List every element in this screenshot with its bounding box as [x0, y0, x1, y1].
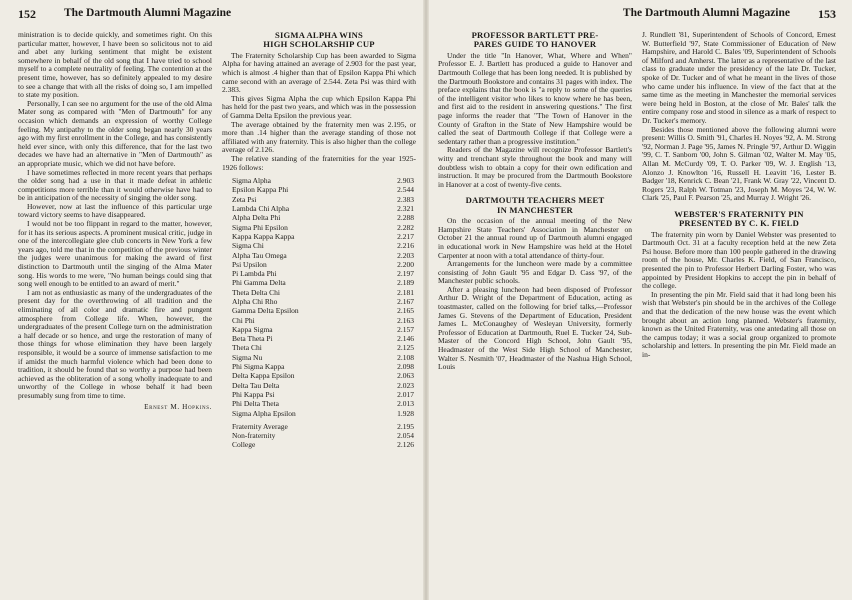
ranking-row — [232, 362, 416, 371]
fraternity-name: Delta Kappa Epsilon — [232, 371, 295, 381]
fraternity-name: Phi Kappa Psi — [232, 389, 275, 399]
heading-line: DARTMOUTH TEACHERS MEET — [465, 195, 605, 206]
average-value: 2.063 — [397, 371, 414, 381]
heading-line: HIGH SCHOLARSHIP CUP — [263, 39, 375, 50]
average-value: 2.321 — [397, 204, 414, 214]
average-value: 2.126 — [397, 440, 414, 450]
heading-line: PARES GUIDE TO HANOVER — [473, 39, 597, 50]
average-value: 2.544 — [397, 185, 414, 195]
ranking-row — [232, 334, 416, 343]
ranking-row — [232, 195, 416, 204]
fraternity-name: Fraternity Average — [232, 421, 288, 431]
ranking-row — [232, 440, 416, 449]
article-heading — [222, 31, 416, 50]
fraternity-name: Beta Theta Pi — [232, 334, 273, 344]
average-value: 2.013 — [397, 399, 414, 409]
average-value: 2.383 — [397, 194, 414, 204]
ranking-row — [232, 241, 416, 250]
fraternity-name: Gamma Delta Epsilon — [232, 306, 299, 316]
fraternity-name: Psi Upsilon — [232, 259, 267, 269]
right-running-head — [438, 7, 836, 31]
article-heading — [438, 31, 632, 50]
paragraph: I am not as enthusiastic as many of the undergraduates of the present day for the overthrowing of all tradition and the eliminating of all color and dramatic fire and pungent atmosphere from College life. When, however, the undergraduates of the present College turn on the administration a half decade or so hence, and urge the restoration of many of those things for whose elimination they have been largely responsible, it would be a source of immense satisfaction to me if amidst the much harmful violence which had been done to tradition, it should be found that so worthy a purpose had been achieved as the obliteration of a song wholly inadequate to and unworthy of the College in whose behalf it had been presumably sung from time to time. — [18, 287, 212, 400]
ranking-row — [232, 325, 416, 334]
average-value: 2.217 — [397, 231, 414, 241]
ranking-row — [232, 204, 416, 213]
heading-line: PRESENTED BY C. K. FIELD — [678, 218, 800, 229]
average-value: 2.108 — [397, 352, 414, 362]
paragraph: This gives Sigma Alpha the cup which Epsilon Kappa Phi has held for the past two years, and which was in the possession of Gamma Delta Epsilon the previous year. — [222, 93, 416, 120]
fraternity-name: Sigma Alpha Epsilon — [232, 408, 296, 418]
paragraph: Readers of the Magazine will recognize Professor Bartlett's witty and trenchant style throughout the book and many will doubtless wish to obtain a copy for their own edification and instruction. It may be procured from the Dartmouth Bookstore in Hanover at a cost of twenty-five cents. — [438, 145, 632, 189]
ranking-row — [232, 390, 416, 399]
fraternity-name: Sigma Alpha — [232, 176, 271, 186]
average-value: 2.216 — [397, 241, 414, 251]
fraternity-name: Lambda Chi Alpha — [232, 204, 290, 214]
fraternity-name: Kappa Kappa Kappa — [232, 231, 295, 241]
fraternity-name: Phi Sigma Kappa — [232, 362, 285, 372]
right-column-2 — [642, 31, 836, 591]
paragraph: J. Rundlett '81, Superintendent of Schools of Concord, Ernest W. Butterfield '97, State Commissioner of Education of New Hampshire, and Harold C. Bales '09, Superintendent of Schools of Milford and Amherst. The latter as a representative of the last class to graduate under the presidency of the late Dr. Tucker, spoke of Dr. Tucker and of what he meant in the lives of those who came under his influence. In view of the fact that at the same time as the meeting in Manchester the memorial services were being held in Boston, at the close of Mr. Bales' talk the entire company rose and stood in silence as a mark of respect to Dr. Tucker's memory. — [642, 31, 836, 125]
average-value: 2.146 — [397, 334, 414, 344]
article-heading — [642, 210, 836, 229]
right-running-title: The Dartmouth Alumni Magazine — [622, 7, 790, 19]
ranking-row — [232, 269, 416, 278]
ranking-row — [232, 399, 416, 408]
fraternity-name: Epsilon Kappa Phi — [232, 185, 289, 195]
average-value: 1.928 — [397, 408, 414, 418]
fraternity-name: Sigma Phi Epsilon — [232, 222, 288, 232]
fraternity-name: Alpha Delta Phi — [232, 213, 281, 223]
paragraph: Besides those mentioned above the following alumni were present: Willis O. Smith '91, Charles H. Noyes '92, A. M. Strong '92, Norman J. Page '95, James N. Pringle '97, Arthur D. Wiggin '99, C. T. Sanborn '00, John S. Gilman '02, Walter M. May '05, Allan M. McCurdy '09, T. O. Parker '09, W. J. English '13, Alonzo J. Knowlton '16, Russell H. Leavitt '16, Lester B. Badger '18, Kenrick C. Bean '21, Frank W. Gray '22, Vincent D. Rogers '23, Ralph W. Totman '23, Joseph M. Moyes '24, W. W. Clark '25, Paul F. Pearson '25, and Murray J. Wright '26. — [642, 124, 836, 203]
average-value: 2.288 — [397, 213, 414, 223]
paragraph: I would not be too flippant in regard to the matter, however, for it has its serious aspects. A prominent musical critic, judge in one of the intercollegiate glee club concerts in New York a few years ago, told me that in the competition of the previous winter the judges were unanimous for making the award of first distinction to Dartmouth until the singing of the Alma Mater song. His words to me were, "No human beings could sing that song well enough to be entitled to an award of merit." — [18, 219, 212, 289]
paragraph: ministration is to decide quickly, and sometimes right. On this particular matter, however, I have been so solicitous not to aid and abet any lurking sentiment that might be existent somewhere in behalf of the old song that I have tried to school myself to a complete neutrality of feeling. The contention at the present time, however, has so definitely appealed to my desire to see a change that with all the risks of doing so, I am impelled to state my position. — [18, 31, 212, 100]
left-page-number: 152 — [18, 7, 36, 21]
paragraph: Personally, I can see no argument for the use of the old Alma Mater song as compared with "Men of Dartmouth" for any occasion which demands an expression of worthy College feeling. My antipathy to the older song began nearly 30 years ago with my first enrollment in the College, and has consistently held ever since, with only this difference, that for the last two decades we have had an alternative in "Men of Dartmouth" as an appropriate music, which we did not have before. — [18, 98, 212, 168]
right-column-1 — [438, 31, 632, 591]
fraternity-name: Phi Delta Theta — [232, 399, 279, 409]
paragraph: On the occasion of the annual meeting of the New Hampshire State Teachers' Association in Manchester on October 21 the annual round up of Dartmouth alumni engaged in educational work in New Hampshire was held at the Hotel Carpenter at noon with a total attendance of thirty-four. — [438, 216, 632, 260]
heading-line: SIGMA ALPHA WINS — [274, 31, 364, 40]
heading-line: IN MANCHESTER — [497, 204, 573, 215]
fraternity-name: Zeta Psi — [232, 194, 257, 204]
fraternity-name: Non-fraternity — [232, 431, 276, 441]
average-value: 2.167 — [397, 296, 414, 306]
author-signature: Ernest M. Hopkins. — [144, 402, 212, 411]
left-column-2 — [222, 31, 416, 591]
average-value: 2.903 — [397, 176, 414, 186]
ranking-row — [232, 297, 416, 306]
paragraph: After a pleasing luncheon had been disposed of Professor Arthur D. Wright of the Department of Education, acting as toastmaster, called on the following for brief talks,—Professor James G. Stevens of the Department of Education, President James L. McConaughey of Wesleyan University, formerly Professor of Education at Dartmouth, Ruel E. Tucker '24, Sub-Master of the Concord High School, John Gault '95, Headmaster of the West Side High School of Manchester, Walter S. Nesmith '07, Headmaster of the Nashua High School, Louis — [438, 284, 632, 372]
average-value: 2.157 — [397, 324, 414, 334]
average-value: 2.054 — [397, 431, 414, 441]
average-value: 2.189 — [397, 278, 414, 288]
paragraph: The Fraternity Scholarship Cup has been awarded to Sigma Alpha for having attained an average of 2.903 for the past year, which is almost .4 higher than that of Epsilon Kappa Phi which came second with an average of 2.544. Zeta Psi was third with 2.383. — [222, 50, 416, 95]
average-value: 2.165 — [397, 306, 414, 316]
fraternity-name: Alpha Tau Omega — [232, 250, 287, 260]
paragraph: However, now at last the influence of this particular urge toward victory seems to have disappeared. — [18, 201, 212, 220]
ranking-row — [232, 371, 416, 380]
paragraph: Arrangements for the luncheon were made by a committee consisting of John Gault '95 and Edgar D. Cass '97, of the Manchester public schools. — [438, 259, 632, 286]
left-column-1 — [18, 31, 212, 591]
ranking-row — [232, 251, 416, 260]
ranking-row — [232, 409, 416, 418]
heading-line: WEBSTER'S FRATERNITY PIN — [674, 208, 804, 219]
fraternity-name: Sigma Nu — [232, 352, 263, 362]
ranking-row — [232, 431, 416, 440]
heading-line: PROFESSOR BARTLETT PRE- — [471, 31, 599, 40]
average-value: 2.195 — [397, 421, 414, 431]
fraternity-ranking-list — [232, 176, 416, 450]
paragraph: The average obtained by the fraternity men was 2.195, or more than .14 higher than the average standing of those not affiliated with any fraternity. This is also higher than the college average of 2.126. — [222, 119, 416, 155]
article-heading — [438, 196, 632, 215]
fraternity-name: Pi Lambda Phi — [232, 269, 277, 279]
ranking-row — [232, 422, 416, 431]
left-running-head — [18, 7, 416, 31]
ranking-row — [232, 353, 416, 362]
average-value: 2.203 — [397, 250, 414, 260]
ranking-row — [232, 278, 416, 287]
fraternity-name: Phi Gamma Delta — [232, 278, 286, 288]
paragraph: I have sometimes reflected in more recent years that perhaps the older song had a use in that it made defeat in athletic competitions more terrible than it would otherwise have had to be in anticipation of the necessity of singing the older song. — [18, 167, 212, 203]
fraternity-name: Sigma Chi — [232, 241, 264, 251]
fraternity-name: College — [232, 440, 256, 450]
average-value: 2.200 — [397, 259, 414, 269]
fraternity-name: Theta Chi — [232, 343, 262, 353]
ranking-row — [232, 381, 416, 390]
ranking-row — [232, 213, 416, 222]
average-value: 2.197 — [397, 269, 414, 279]
ranking-row — [232, 232, 416, 241]
left-running-title: The Dartmouth Alumni Magazine — [64, 7, 232, 19]
fraternity-name: Alpha Chi Rho — [232, 296, 278, 306]
average-value: 2.023 — [397, 380, 414, 390]
ranking-row — [232, 316, 416, 325]
fraternity-name: Chi Phi — [232, 315, 255, 325]
ranking-row — [232, 306, 416, 315]
right-page-number: 153 — [818, 7, 836, 21]
ranking-row — [232, 260, 416, 269]
average-value: 2.163 — [397, 315, 414, 325]
paragraph: In presenting the pin Mr. Field said that it had long been his wish that Webster's pin should be in the archives of the College and that the dedication of the new house was the event which brought about an action long planned. Webster's fraternity, known as the United Fraternity, was one antedating all those on the campus today; it was a social group organized to promote scholarship and letters. In presenting the pin Mr. Field made an in- — [642, 289, 836, 359]
average-value: 2.181 — [397, 287, 414, 297]
paragraph: The fraternity pin worn by Daniel Webster was presented to Dartmouth Oct. 31 at a faculty reception held at the new Zeta Psi house. Before more than 100 people gathered in the drawing room of the house, Mr. Charles K. Field, of San Francisco, presented the pin to Professor Herbert Darling Foster, who was appointed by President Hopkins to accept the pin in behalf of the college. — [642, 229, 836, 291]
ranking-row — [232, 223, 416, 232]
ranking-row — [232, 343, 416, 352]
average-value: 2.282 — [397, 222, 414, 232]
paragraph: Under the title "In Hanover, What, Where and When" Professor E. J. Bartlett has produced a guide to Hanover and Dartmouth College that has been long needed. It is published by the Dartmouth Bookstore and contains 31 pages with index. The preface explains that the book is "a reply to some of the queries of the intelligent visitor who likes to know where he has been, and first aid to the resident in answering questions." The first page informs the reader that "The Town of Hanover in the County of Grafton in the State of New Hampshire would be called the seat of Dartmouth College if that College were a sedentary rather than a progressive institution." — [438, 50, 632, 146]
fraternity-name: Kappa Sigma — [232, 324, 273, 334]
paragraph: The relative standing of the fraternities for the year 1925-1926 follows: — [222, 153, 416, 172]
average-value: 2.098 — [397, 362, 414, 372]
fraternity-name: Delta Tau Delta — [232, 380, 280, 390]
right-page — [426, 0, 852, 600]
average-value: 2.125 — [397, 343, 414, 353]
ranking-row — [232, 185, 416, 194]
ranking-row — [232, 288, 416, 297]
ranking-row — [232, 176, 416, 185]
average-value: 2.017 — [397, 389, 414, 399]
fraternity-name: Theta Delta Chi — [232, 287, 280, 297]
